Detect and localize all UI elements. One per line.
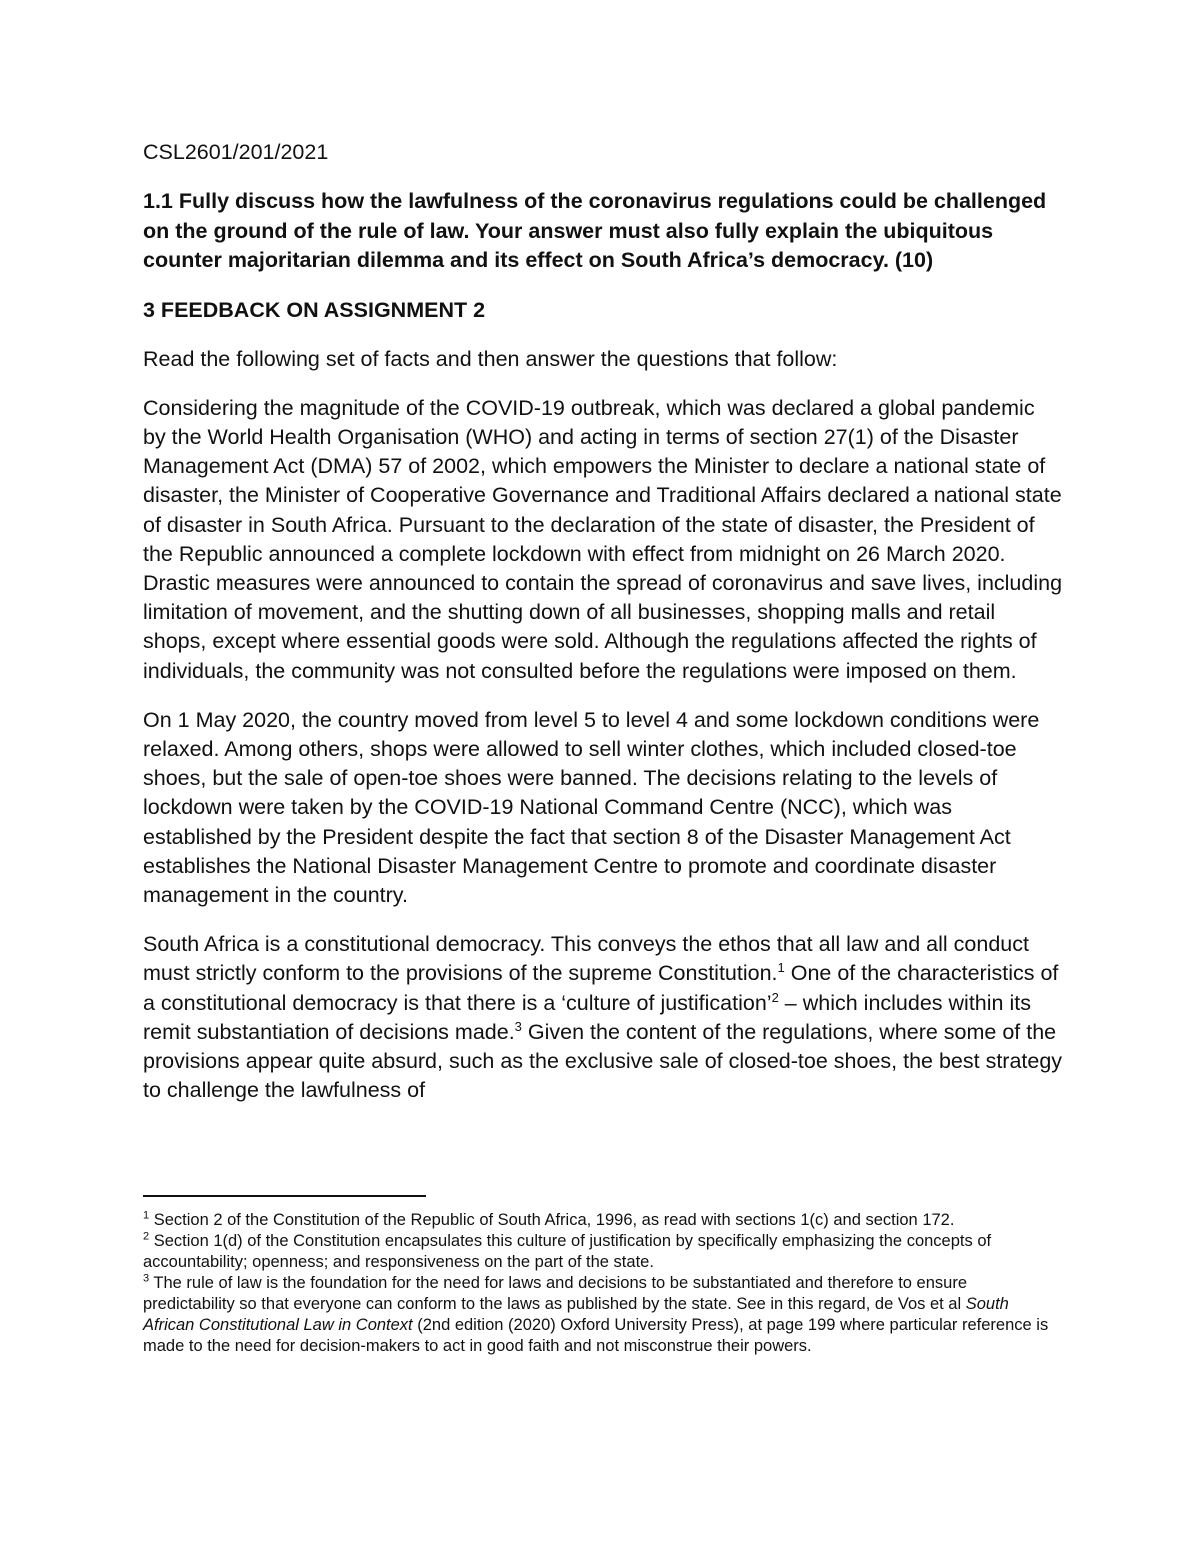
footnotes: [143, 1210, 1063, 1357]
document-code: CSL2601/201/2021: [143, 140, 329, 164]
footnote-2-text: Section 1(d) of the Constitution encapsulates this culture of justification by specifically emphasizing the concepts of accountability; openness; and responsiveness on the part of the state.: [143, 1232, 992, 1271]
question-1-1: 1.1 Fully discuss how the lawfulness of the coronavirus regulations could be challenged on the ground of the rule of law. Your answer must also fully explain the ubiquitous counter majoritarian dilemma and its effect on South Africa’s democracy. (10): [143, 189, 1047, 272]
footnote-3-text-before: The rule of law is the foundation for the need for laws and decisions to be substantiated and therefore to ensure predictability so that everyone can conform to the laws as published by the state. See in this regard, de Vos et al: [143, 1274, 968, 1313]
footnote-1-text: Section 2 of the Constitution of the Republic of South Africa, 1996, as read with sections 1(c) and section 172.: [149, 1211, 955, 1229]
facts-paragraph-3: [143, 930, 1063, 1105]
footnote-3-book-title: South African Constitutional Law in Context: [143, 1295, 1009, 1334]
footnote-ref-2[interactable]: 2: [771, 989, 779, 1005]
intro-paragraph: Read the following set of facts and then answer the questions that follow:: [143, 346, 838, 371]
facts-paragraph-2: On 1 May 2020, the country moved from level 5 to level 4 and some lockdown conditions were relaxed. Among others, shops were allowed to sell winter clothes, which included closed-toe shoes, but the sale of open-toe shoes were banned. The decisions relating to the levels of lockdown were taken by the COVID-19 National Command Centre (NCC), which was established by the President despite the fact that section 8 of the Disaster Management Act establishes the National Disaster Management Centre to promote and coordinate disaster management in the country.: [143, 707, 1040, 907]
para3-text-3: – which includes within its remit substantiation of decisions made.: [143, 990, 1031, 1044]
footnote-separator: [143, 1195, 426, 1197]
footnote-ref-1[interactable]: 1: [777, 960, 785, 976]
footnote-3: [143, 1273, 1063, 1357]
footnote-2: [143, 1231, 1063, 1273]
footnote-1-number: 1: [143, 1209, 150, 1222]
facts-paragraph-1: Considering the magnitude of the COVID-19 outbreak, which was declared a global pandemic by the World Health Organisation (WHO) and acting in terms of section 27(1) of the Disaster Management Act (DMA) 57 of 2002, which empowers the Minister to declare a national state of disaster, the Minister of Cooperative Governance and Traditional Affairs declared a national state of disaster in South Africa. Pursuant to the declaration of the state of disaster, the President of the Republic announced a complete lockdown with effect from midnight on 26 March 2020. Drastic measures were announced to contain the spread of coronavirus and save lives, including limitation of movement, and the shutting down of all businesses, shopping malls and retail shops, except where essential goods were sold. Although the regulations affected the rights of individuals, the community was not consulted before the regulations were imposed on them.: [143, 395, 1063, 683]
footnote-ref-3[interactable]: 3: [514, 1018, 522, 1034]
footnote-1: [143, 1210, 1063, 1231]
document-body: [143, 138, 1063, 1125]
footnote-2-number: 2: [143, 1230, 150, 1243]
footnote-3-number: 3: [143, 1272, 150, 1285]
para3-text-1: South Africa is a constitutional democracy. This conveys the ethos that all law and all conduct must strictly conform to the provisions of the supreme Constitution.: [143, 932, 1029, 986]
para3-text-4: Given the content of the regulations, where some of the provisions appear quite absurd, such as the exclusive sale of closed-toe shoes, the best strategy to challenge the lawfulness of: [143, 1019, 1063, 1103]
para3-text-2: One of the characteristics of a constitutional democracy is that there is a ‘culture of justification’: [143, 961, 1059, 1015]
section-heading: 3 FEEDBACK ON ASSIGNMENT 2: [143, 297, 486, 322]
footnote-3-text-after: (2nd edition (2020) Oxford University Press), at page 199 where particular reference is made to the need for decision-makers to act in good faith and not misconstrue their powers.: [143, 1316, 1049, 1355]
